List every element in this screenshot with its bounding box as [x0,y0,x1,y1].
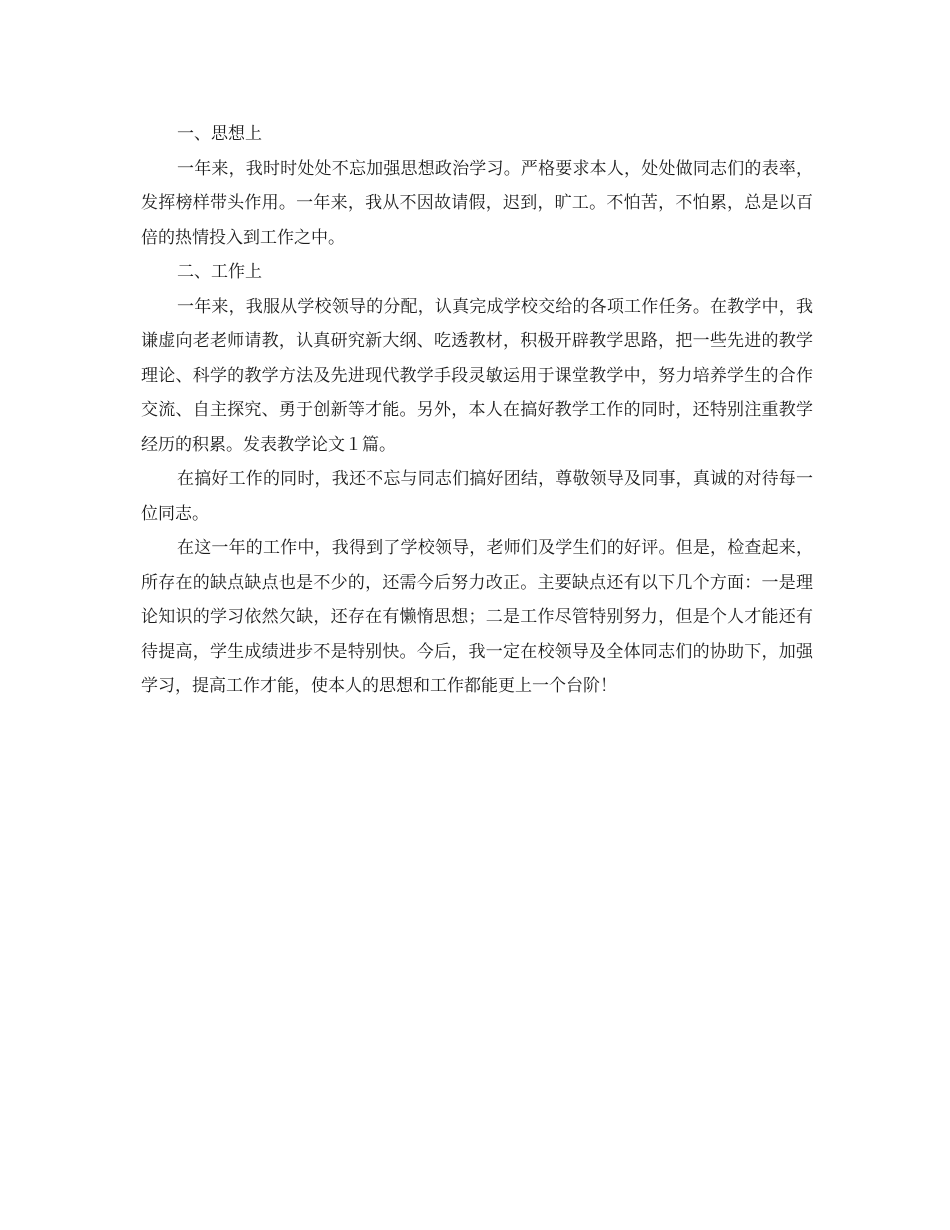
paragraph-unity: 在搞好工作的同时，我还不忘与同志们搞好团结，尊敬领导及同事，真诚的对待每一位同志。 [141,469,813,524]
section-heading-thought: 一、思想上 [177,124,262,144]
paragraph-work: 一年来，我服从学校领导的分配，认真完成学校交给的各项工作任务。在教学中，我谦虚向老老师请教，认真研究新大纲、吃透教材，积极开辟教学思路，把一些先进的教学理论、科学的教学方法及先进现代教学手段灵敏运用于课堂教学中，努力培养学生的合作交流、自主探究、勇于创新等才能。另外，本人在搞好教学工作的同时，还特别注重教学经历的积累。发表教学论文１篇。 [141,296,813,455]
document-body [141,117,813,704]
paragraph-thought: 一年来，我时时处处不忘加强思想政治学习。严格要求本人，处处做同志们的表率，发挥榜样带头作用。一年来，我从不因故请假，迟到，旷工。不怕苦，不怕累，总是以百倍的热情投入到工作之中。 [141,158,813,248]
section-heading-work: 二、工作上 [177,262,262,282]
paragraph-summary: 在这一年的工作中，我得到了学校领导，老师们及学生们的好评。但是，检查起来，所存在的缺点缺点也是不少的，还需今后努力改正。主要缺点还有以下几个方面：一是理论知识的学习依然欠缺，还存在有懒惰思想；二是工作尽管特别努力，但是个人才能还有待提高，学生成绩进步不是特别快。今后，我一定在校领导及全体同志们的协助下，加强学习，提高工作才能，使本人的思想和工作都能更上一个台阶！ [141,538,813,696]
